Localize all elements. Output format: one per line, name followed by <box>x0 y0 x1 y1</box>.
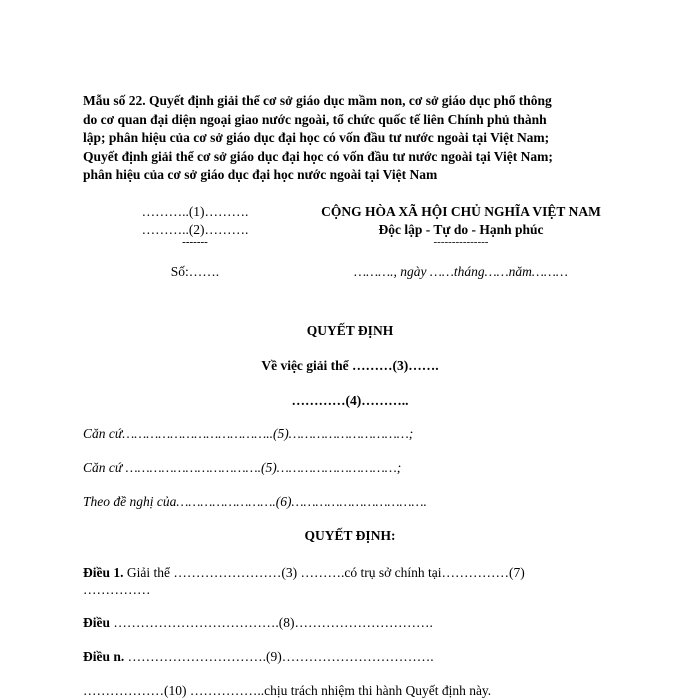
article-1-continuation: …………… <box>83 582 151 597</box>
execution-clause: ………………(10) ……………..chịu trách nhiệm thi hành Quyết định này. <box>83 683 492 698</box>
issuing-org-divider: ------- <box>182 236 208 248</box>
form-title-line: Mẫu số 22. Quyết định giải thể cơ sở giáo dục mầm non, cơ sở giáo dục phổ thông <box>83 93 552 108</box>
document-number: Số:……. <box>170 264 220 279</box>
legal-basis-1: Căn cứ………………………………..(5)…………………………; <box>83 426 414 441</box>
article-1-text: Giải thể ……………………(3) ……….có trụ sở chính tại……………(7) <box>123 565 525 580</box>
document-date: ………., ngày ……tháng……năm……… <box>354 264 568 279</box>
form-title-line: do cơ quan đại diện ngoại giao nước ngoài, tổ chức quốc tế liên Chính phủ thành <box>83 111 547 127</box>
legal-basis-2: Căn cứ …………………………….(5)…………………………; <box>83 460 402 475</box>
article-2-text: ……………………………….(8)…………………………. <box>110 615 433 630</box>
article-2 <box>83 615 433 631</box>
national-name: CỘNG HÒA XÃ HỘI CHỦ NGHĨA VIỆT NAM <box>321 204 601 219</box>
article-1 <box>83 565 525 581</box>
issuing-org-line-2: ………..(2)………. <box>141 222 249 237</box>
article-1-label: Điều 1. <box>83 565 124 580</box>
motto-divider: --------------- <box>433 236 489 248</box>
decision-heading: QUYẾT ĐỊNH: <box>304 528 396 543</box>
form-title-line: phân hiệu của cơ sở giáo dục đại học nước ngoài tại Việt Nam <box>83 167 438 182</box>
article-n-text: ………………………….(9)……………………………. <box>124 649 434 664</box>
form-title-block <box>83 92 613 185</box>
issuing-authority: …………(4)……….. <box>291 393 409 408</box>
form-title-line: Quyết định giải thể cơ sở giáo dục đại học có vốn đầu tư nước ngoài tại Việt Nam; <box>83 148 553 164</box>
proposal-basis: Theo đề nghị của…………………….(6)……………………………. <box>83 494 427 509</box>
issuing-org-line-1: ………..(1)………. <box>141 204 249 219</box>
form-title-line: lập; phân hiệu của cơ sở giáo dục đại học có vốn đầu tư nước ngoài tại Việt Nam; <box>83 130 550 145</box>
decision-title: QUYẾT ĐỊNH <box>306 323 394 338</box>
article-2-label: Điều <box>83 615 110 630</box>
decision-subject: Về việc giải thể ………(3)……. <box>261 358 439 373</box>
article-n-label: Điều n. <box>83 649 125 664</box>
national-motto: Độc lập - Tự do - Hạnh phúc <box>378 222 544 237</box>
article-n <box>83 649 434 665</box>
